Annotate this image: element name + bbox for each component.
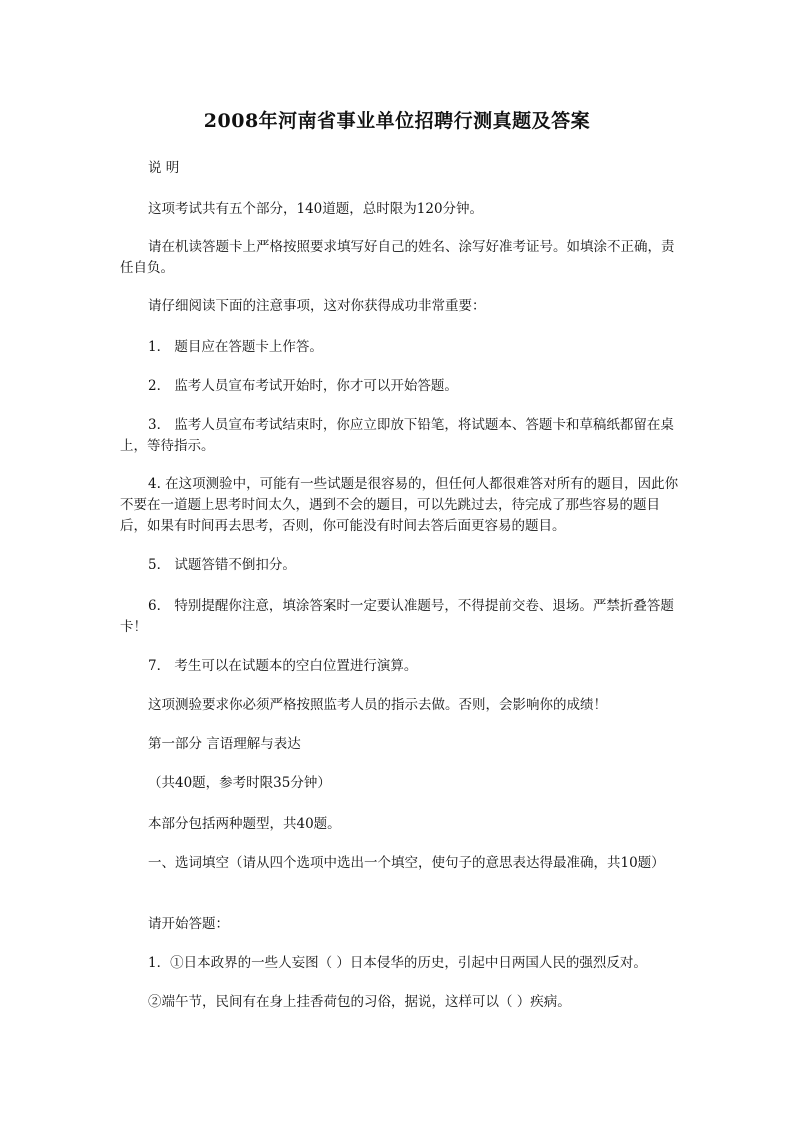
- paragraph-text: 1．①日本政界的一些人妄图（ ）日本侵华的历史，引起中日两国人民的强烈反对。: [148, 955, 647, 971]
- note-item-6: [120, 596, 680, 638]
- question-1-sentence-1: [120, 953, 680, 974]
- paragraph-text: 1． 题目应在答题卡上作答。: [148, 339, 323, 355]
- paragraph-text: ②端午节，民间有在身上挂香荷包的习俗，据说，这样可以（ ）疾病。: [148, 994, 571, 1010]
- document-title: 2008年河南省事业单位招聘行测真题及答案: [203, 110, 591, 132]
- paragraph-text: 这项测验要求你必须严格按照监考人员的指示去做。否则，会影响你的成绩！: [148, 697, 607, 713]
- paragraph-start-answering: [120, 914, 680, 935]
- paragraph-text: 这项考试共有五个部分，140道题，总时限为120分钟。: [148, 201, 484, 217]
- section-time-limit: [120, 773, 680, 794]
- note-item-5: [120, 555, 680, 576]
- section-question-types: [120, 814, 680, 835]
- paragraph-text: 第一部分 言语理解与表达: [148, 736, 301, 752]
- paragraph-text: 请开始答题：: [148, 916, 229, 932]
- note-item-2: [120, 376, 680, 397]
- paragraph-exam-overview: [120, 199, 680, 220]
- paragraph-text: 5． 试题答错不倒扣分。: [148, 557, 296, 573]
- question-1-sentence-2: [120, 992, 680, 1013]
- subsection-heading-fill-in: [120, 853, 680, 874]
- section-heading-part-one: [120, 734, 680, 755]
- note-item-1: [120, 337, 680, 358]
- paragraph-text: （共40题，参考时限35分钟）: [148, 775, 331, 791]
- paragraph-text: 请仔细阅读下面的注意事项，这对你获得成功非常重要：: [148, 298, 486, 314]
- paragraph-text: 一、选词填空（请从四个选项中选出一个填空，使句子的意思表达得最准确，共10题）: [148, 855, 665, 871]
- paragraph-text: 7． 考生可以在试题本的空白位置进行演算。: [148, 658, 418, 674]
- paragraph-text: 请在机读答题卡上严格按照要求填写好自己的姓名、涂写好准考证号。如填涂不正确，责任自负。: [120, 239, 675, 276]
- paragraph-follow-instructions: [120, 695, 680, 716]
- paragraph-text: 4. 在这项测验中，可能有一些试题是很容易的，但任何人都很难答对所有的题目，因此你不要在一道题上思考时间太久，遇到不会的题目，可以先跳过去，待完成了那些容易的题目后，如果有时间再去思考，否则，你可能没有时间去答后面更容易的题目。: [120, 476, 679, 534]
- paragraph-instructions-heading: [120, 158, 680, 179]
- paragraph-text: 2． 监考人员宣布考试开始时，你才可以开始答题。: [148, 378, 458, 394]
- note-item-7: [120, 656, 680, 677]
- paragraph-text: 本部分包括两种题型，共40题。: [148, 816, 341, 832]
- paragraph-text: 6． 特别提醒你注意，填涂答案时一定要认准题号，不得提前交卷、退场。严禁折叠答题卡！: [120, 598, 674, 635]
- note-item-3: [120, 415, 680, 457]
- paragraph-read-notes: [120, 296, 680, 317]
- paragraph-answer-sheet: [120, 237, 680, 279]
- note-item-4: [120, 474, 680, 537]
- paragraph-text: 3． 监考人员宣布考试结束时，你应立即放下铅笔，将试题本、答题卡和草稿纸都留在桌上，等待指示。: [120, 417, 674, 454]
- paragraph-text: 说 明: [148, 160, 180, 176]
